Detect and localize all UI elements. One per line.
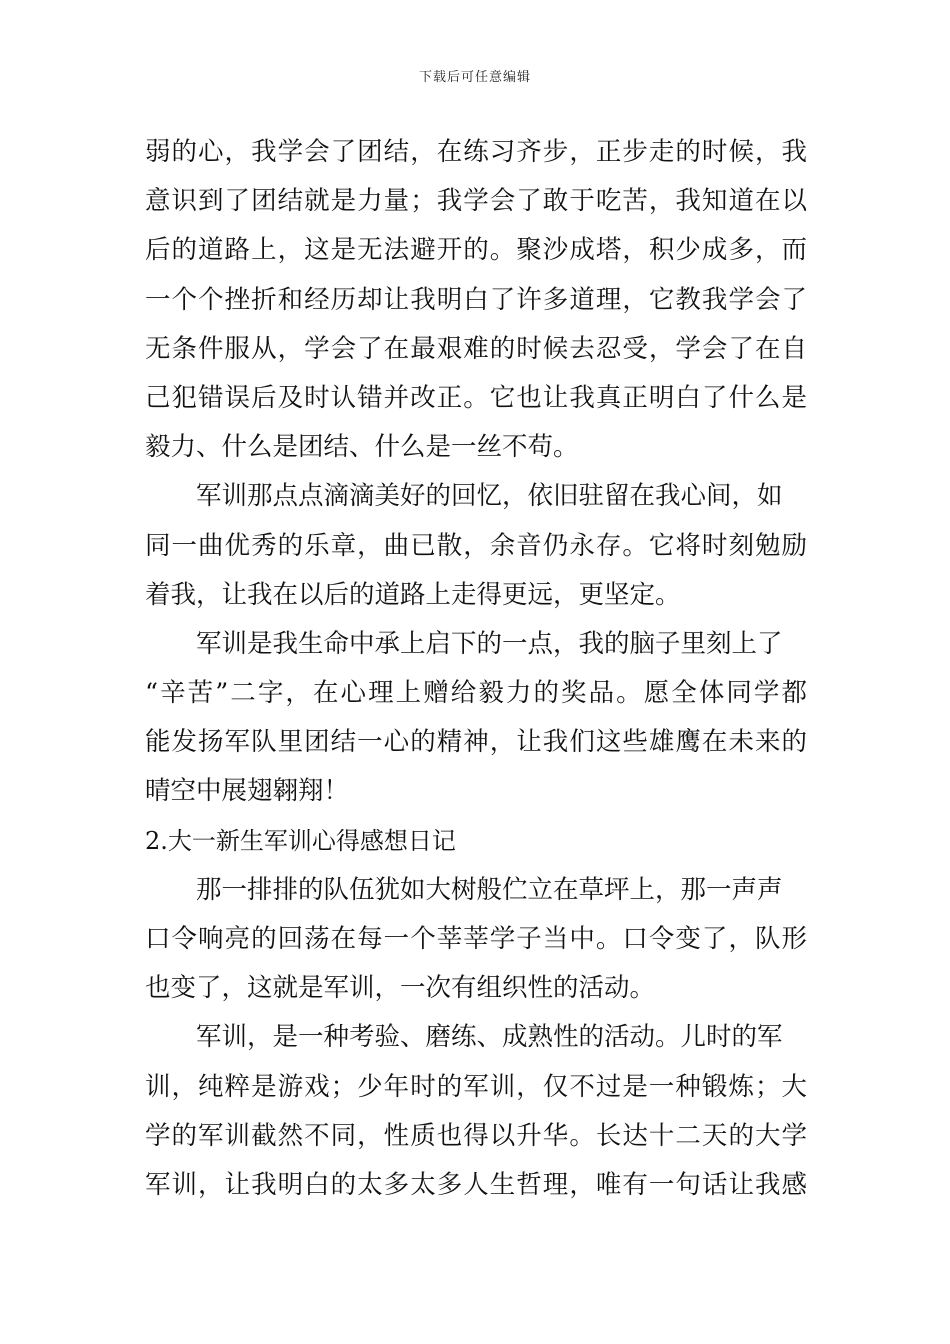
text-line: 同一曲优秀的乐章，曲已散，余音仍永存。它将时刻勉励: [145, 530, 807, 561]
text-line: 军训那点点滴滴美好的回忆，依旧驻留在我心间，如: [196, 481, 783, 512]
text-line: 军训是我生命中承上启下的一点，我的脑子里刻上了: [196, 628, 783, 659]
text-line: 着我，让我在以后的道路上走得更远，更坚定。: [145, 579, 681, 610]
text-line: 弱的心，我学会了团结，在练习齐步，正步走的时候，我: [145, 137, 807, 167]
text-line: 能发扬军队里团结一心的精神，让我们这些雄鹰在未来的: [145, 727, 807, 758]
text-line: “辛苦”二字，在心理上赠给毅力的奖品。愿全体同学都: [145, 678, 807, 709]
text-line: 那一排排的队伍犹如大树般伫立在草坪上，那一声声: [196, 874, 783, 905]
page-header: 下载后可任意编辑: [418, 70, 531, 85]
text-line: 学的军训截然不同，性质也得以升华。长达十二天的大学: [145, 1120, 807, 1151]
text-line: 无条件服从，学会了在最艰难的时候去忍受，学会了在自: [145, 333, 807, 364]
text-line: 军训，让我明白的太多太多人生哲理，唯有一句话让我感: [145, 1169, 807, 1200]
text-line: 己犯错误后及时认错并改正。它也让我真正明白了什么是: [145, 382, 807, 413]
text-line: 也变了，这就是军训，一次有组织性的活动。: [145, 973, 656, 1004]
document-body: [145, 128, 807, 1210]
text-line: 一个个挫折和经历却让我明白了许多道理，它教我学会了: [145, 284, 807, 315]
text-line: 毅力、什么是团结、什么是一丝不苟。: [145, 432, 579, 463]
text-line: 晴空中展翅翱翔！: [145, 776, 350, 807]
text-line: 意识到了团结就是力量；我学会了敢于吃苦，我知道在以: [145, 186, 807, 217]
text-line: 军训，是一种考验、磨练、成熟性的活动。儿时的军: [196, 1022, 783, 1053]
text-line: 训，纯粹是游戏；少年时的军训，仅不过是一种锻炼；大: [145, 1071, 807, 1102]
text-line: 后的道路上，这是无法避开的。聚沙成塔，积少成多，而: [145, 235, 807, 266]
section-heading: 2.大一新生军训心得感想日记: [145, 826, 456, 855]
text-line: 口令响亮的回荡在每一个莘莘学子当中。口令变了，队形: [145, 924, 807, 954]
